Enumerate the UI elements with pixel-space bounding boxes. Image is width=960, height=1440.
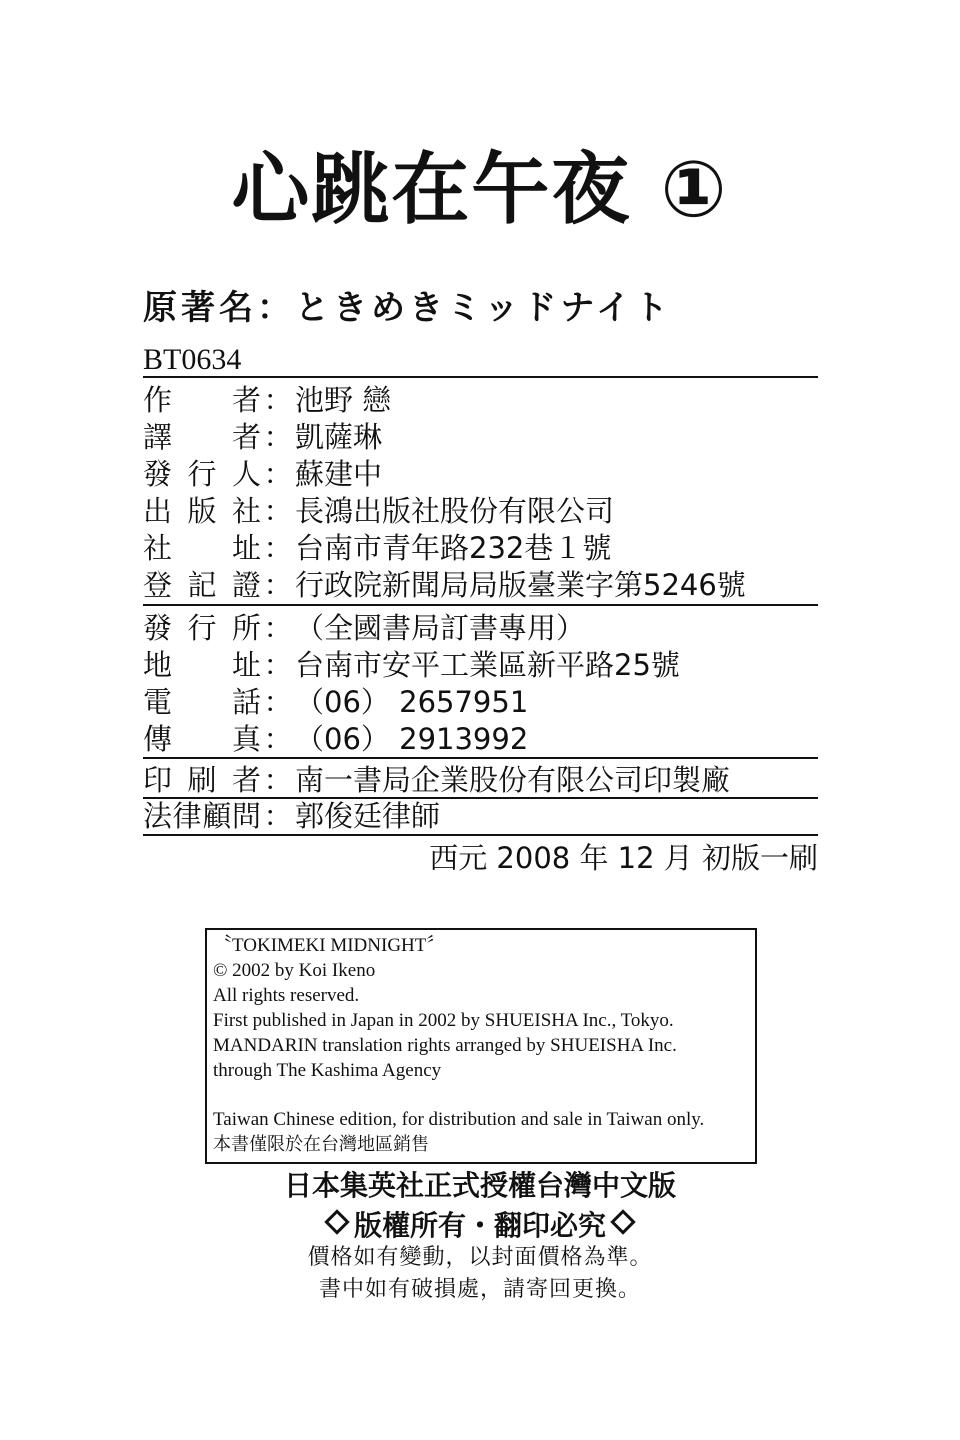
copyright-line: through The Kashima Agency xyxy=(213,1060,442,1081)
damage-notice: 書中如有破損處，請寄回更換。 xyxy=(318,1277,641,1302)
distribution-value: （06） 2657951 xyxy=(295,685,529,719)
distribution-value: （06） 2913992 xyxy=(295,722,529,756)
copyright-line: MANDARIN translation rights arranged by SHUEISHA Inc. xyxy=(213,1035,677,1056)
distribution-label: 地址 xyxy=(143,648,261,682)
colon: ： xyxy=(263,685,293,719)
colon: ： xyxy=(263,799,293,833)
colon: ： xyxy=(263,457,293,491)
copyright-box xyxy=(205,928,757,1164)
license-text: 日本集英社正式授權台灣中文版 xyxy=(283,1169,676,1202)
credit-row-publisher-person xyxy=(143,454,382,494)
credit-row-translator xyxy=(143,417,382,457)
copyright-line: All rights reserved. xyxy=(213,985,360,1006)
distribution-label: 電話 xyxy=(143,685,261,719)
divider xyxy=(143,376,818,378)
distribution-label: 傳真 xyxy=(143,722,261,756)
divider xyxy=(143,757,818,759)
diamond-icon xyxy=(610,1209,635,1234)
printer-value: 南一書局企業股份有限公司印製廠 xyxy=(295,763,731,797)
divider xyxy=(143,834,818,836)
printer-label: 印刷者 xyxy=(143,763,261,797)
legal-row xyxy=(143,796,440,836)
copyright-line: First published in Japan in 2002 by SHUEISHA Inc., Tokyo. xyxy=(213,1010,674,1031)
credit-label: 登記證 xyxy=(143,568,261,602)
colon: ： xyxy=(263,763,293,797)
distribution-label: 發行所 xyxy=(143,611,261,645)
copyright-line: 本書僅限於在台灣地區銷售 xyxy=(213,1134,429,1155)
credit-row-author xyxy=(143,380,391,420)
legal-value: 郭俊廷律師 xyxy=(295,799,441,833)
distribution-value: （全國書局訂書專用） xyxy=(295,611,586,645)
credit-row-publisher xyxy=(143,491,614,531)
original-title: 原著名：ときめきミッドナイト xyxy=(143,288,672,328)
colon: ： xyxy=(263,611,293,645)
credit-label: 社址 xyxy=(143,531,261,565)
colon: ： xyxy=(263,648,293,682)
credit-value: 蘇建中 xyxy=(295,457,383,491)
colon: ： xyxy=(263,531,293,565)
copyright-line: Taiwan Chinese edition, for distribution and sale in Taiwan only. xyxy=(213,1109,705,1130)
credit-label: 出版社 xyxy=(143,494,261,528)
colon: ： xyxy=(263,568,293,602)
rights-text: 版權所有・翻印必究 xyxy=(353,1209,606,1242)
distribution-row-fax xyxy=(143,719,528,759)
rights-line xyxy=(0,1206,960,1246)
credit-value: 台南市青年路232巷１號 xyxy=(295,531,612,565)
colon: ： xyxy=(263,383,293,417)
book-code: BT0634 xyxy=(143,343,242,376)
credit-value: 長鴻出版社股份有限公司 xyxy=(295,494,615,528)
credit-value: 凱薩琳 xyxy=(295,420,383,454)
colon: ： xyxy=(263,420,293,454)
credit-row-registration xyxy=(143,565,746,605)
distribution-row-phone xyxy=(143,682,528,722)
credit-label: 作者 xyxy=(143,383,261,417)
distribution-value: 台南市安平工業區新平路25號 xyxy=(295,648,680,682)
price-notice: 價格如有變動，以封面價格為準。 xyxy=(307,1245,653,1270)
edition-date: 西元 2008 年 12 月 初版一刷 xyxy=(429,841,818,875)
distribution-row-address xyxy=(143,645,680,685)
credit-label: 譯者 xyxy=(143,420,261,454)
page-title: 心跳在午夜 ① xyxy=(231,145,729,235)
colon: ： xyxy=(263,722,293,756)
distribution-row-office xyxy=(143,608,585,648)
diamond-icon xyxy=(324,1209,349,1234)
credit-value: 池野 戀 xyxy=(295,383,392,417)
divider xyxy=(143,604,818,606)
printer-row xyxy=(143,760,730,800)
credit-value: 行政院新聞局局版臺業字第5246號 xyxy=(295,568,746,602)
copyright-line: 〝TOKIMEKI MIDNIGHT〞 xyxy=(213,935,446,956)
copyright-line: © 2002 by Koi Ikeno xyxy=(213,960,376,981)
legal-label: 法律顧問 xyxy=(143,799,261,833)
colon: ： xyxy=(263,494,293,528)
credit-label: 發行人 xyxy=(143,457,261,491)
credit-row-address xyxy=(143,528,611,568)
